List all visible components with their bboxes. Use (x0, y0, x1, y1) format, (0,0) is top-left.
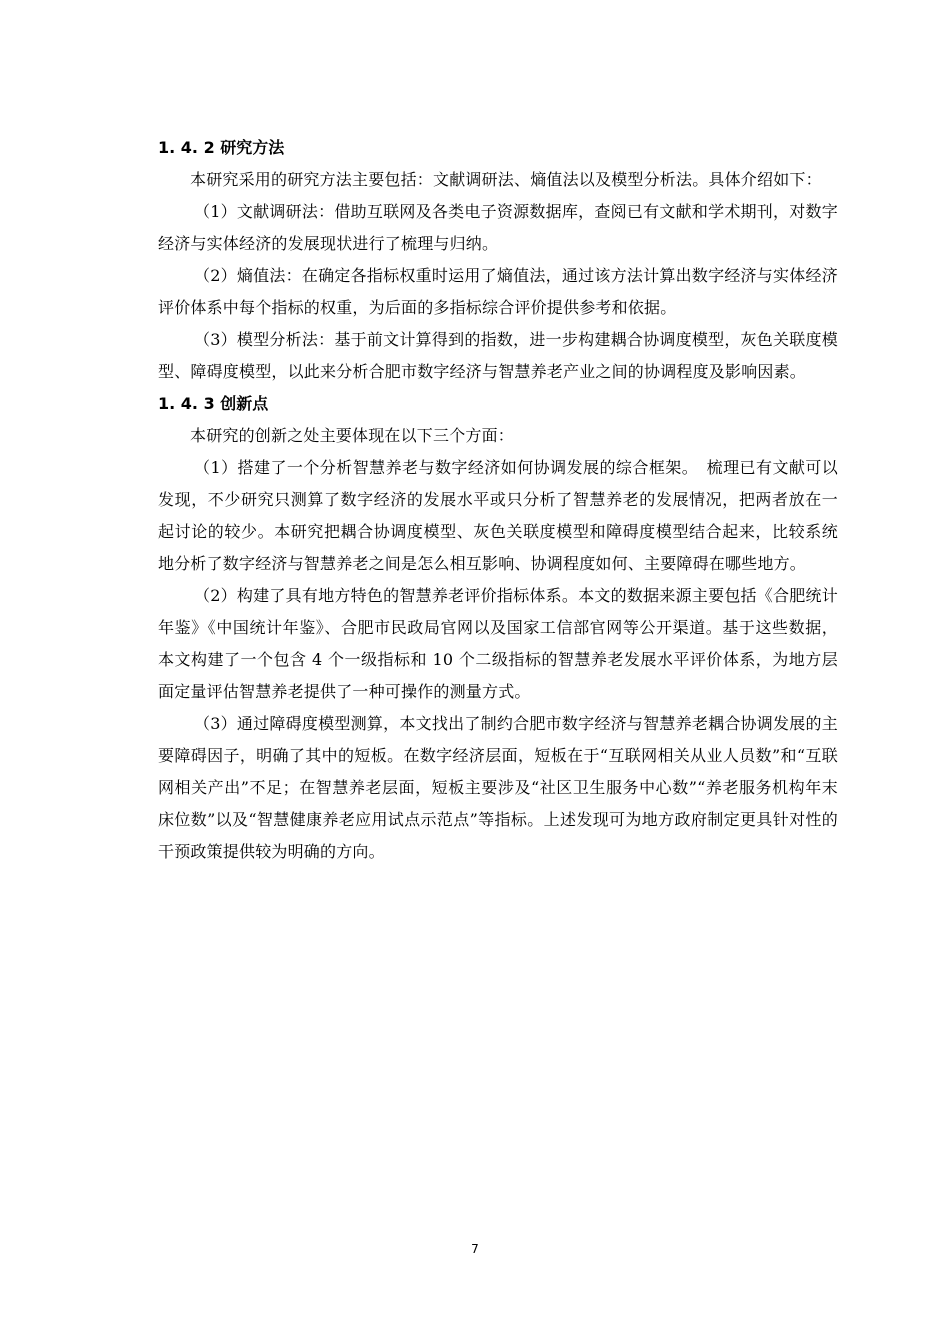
method-item-model-analysis: （3）模型分析法：基于前文计算得到的指数，进一步构建耦合协调度模型，灰色关联度模型、障碍度模型，以此来分析合肥市数字经济与智慧养老产业之间的协调程度及影响因素。 (158, 330, 838, 381)
method-item-entropy: （2）熵值法：在确定各指标权重时运用了熵值法，通过该方法计算出数字经济与实体经济评价体系中每个指标的权重，为后面的多指标综合评价提供参考和依据。 (158, 266, 838, 317)
innovation-item-obstacle-factors: （3）通过障碍度模型测算，本文找出了制约合肥市数字经济与智慧养老耦合协调发展的主要障碍因子，明确了其中的短板。在数字经济层面，短板在于“互联网相关从业人员数”和“互联网相关产出”不足；在智慧养老层面，短板主要涉及“社区卫生服务中心数”“养老服务机构年末床位数”以及“智慧健康养老应用试点示范点”等指标。上述发现可为地方政府制定更具针对性的干预政策提供较为明确的方向。 (158, 714, 838, 861)
research-methods-intro: 本研究采用的研究方法主要包括：文献调研法、熵值法以及模型分析法。具体介绍如下： (190, 170, 822, 189)
innovation-item-indicator-system: （2）构建了具有地方特色的智慧养老评价指标体系。本文的数据来源主要包括《合肥统计年鉴》《中国统计年鉴》、合肥市民政局官网以及国家工信部官网等公开渠道。基于这些数据，本文构建了一个包含 4 个一级指标和 10 个二级指标的智慧养老发展水平评价体系，为地方层面定量评估智慧养老提供了一种可操作的测量方式。 (158, 586, 838, 701)
method-item-literature: （1）文献调研法：借助互联网及各类电子资源数据库，查阅已有文献和学术期刊，对数字经济与实体经济的发展现状进行了梳理与归纳。 (158, 202, 838, 253)
page-content (158, 132, 838, 868)
innovations-intro: 本研究的创新之处主要体现在以下三个方面： (190, 426, 515, 445)
section-heading-innovations: 1. 4. 3 创新点 (158, 394, 269, 413)
section-heading-research-methods: 1. 4. 2 研究方法 (158, 138, 285, 157)
innovation-item-framework: （1）搭建了一个分析智慧养老与数字经济如何协调发展的综合框架。 梳理已有文献可以发现，不少研究只测算了数字经济的发展水平或只分析了智慧养老的发展情况，把两者放在一起讨论的较少。本研究把耦合协调度模型、灰色关联度模型和障碍度模型结合起来，比较系统地分析了数字经济与智慧养老之间是怎么相互影响、协调程度如何、主要障碍在哪些地方。 (158, 458, 838, 573)
page-number: 7 (471, 1242, 479, 1256)
